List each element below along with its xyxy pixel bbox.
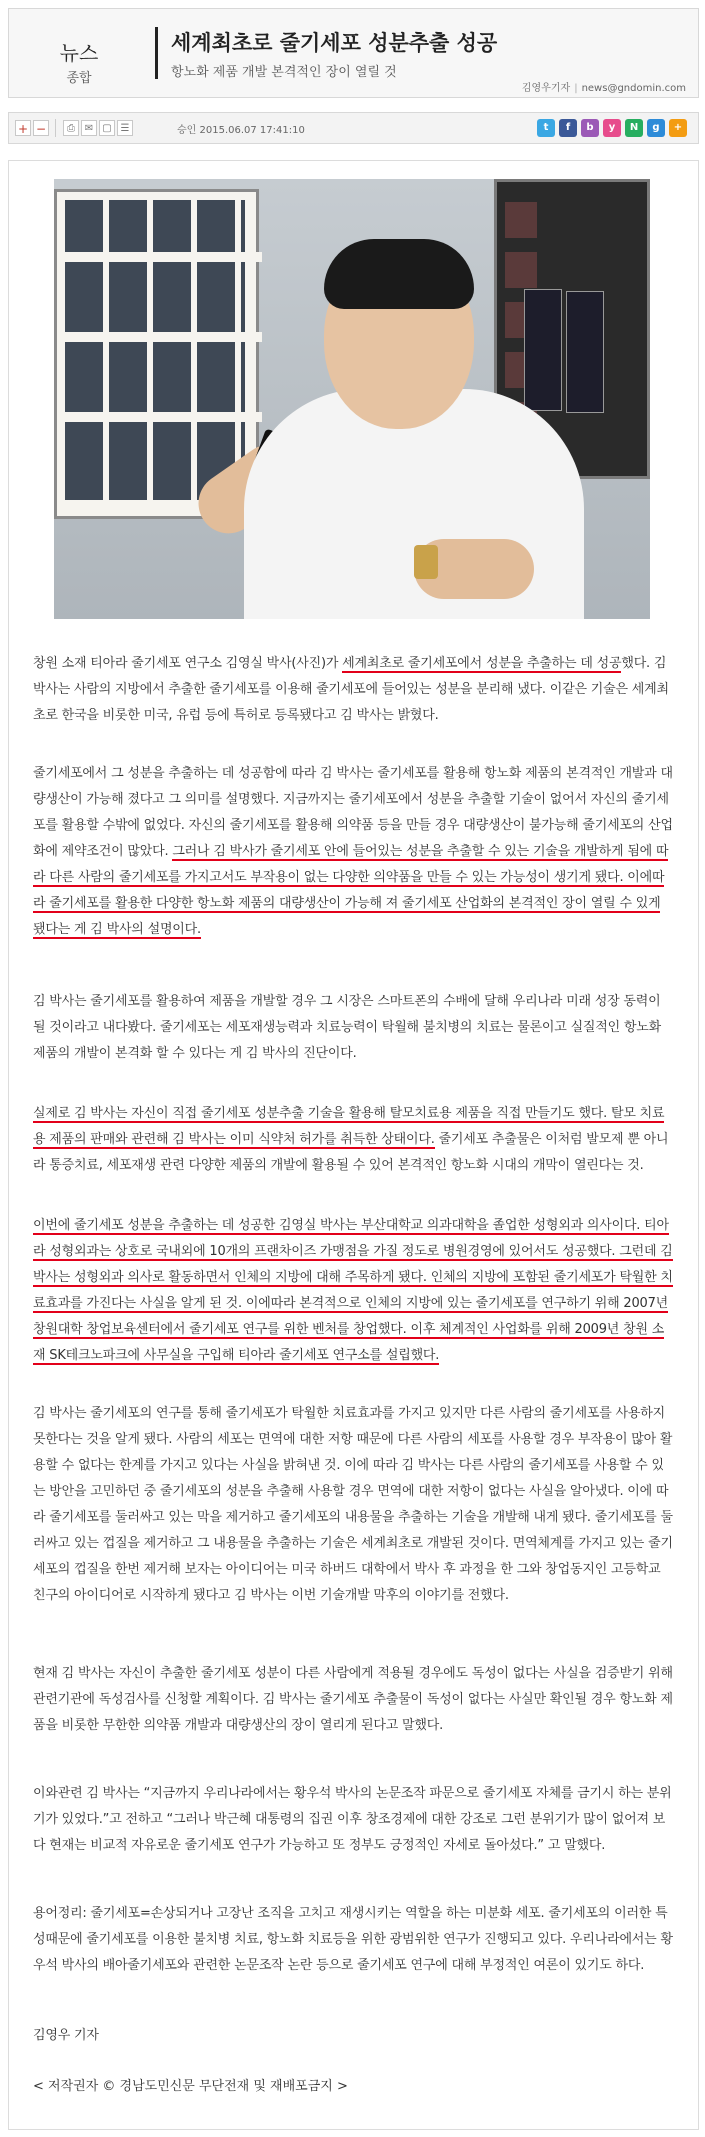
paragraph-7: 현재 김 박사는 자신이 추출한 줄기세포 성분이 다른 사람에게 적용될 경우에도 독성이 없다는 사실을 검증받기 위해 관련기관에 독성검사를 신청할 계획이다. 김 박사는 줄기세포 추출물이 독성이 없다는 사실만 확인될 경우 항노화 제품을 비롯한 무한한 의약품 개발과 대량생산의 장이 열리게 된다고 말했다. — [33, 1666, 673, 1733]
toolbar-divider — [55, 119, 56, 137]
facebook-icon[interactable]: f — [559, 119, 577, 137]
print-icon[interactable]: ⎙ — [63, 120, 79, 136]
copyright-notice: < 저작권자 © 경남도민신문 무단전재 및 재배포금지 > — [33, 2079, 348, 2094]
paragraph-1: 창원 소재 티아라 줄기세포 연구소 김영실 박사(사진)가 세계최초로 줄기세포에서 성분을 추출하는 데 성공했다. 김 박사는 사람의 지방에서 추출한 줄기세포를 이용해 줄기세포에 들어있는 성분을 분리해 냈다. 이같은 기술은 세계최초로 한국을 비롯한 미국, 유럽 등에 특허로 등록됐다고 김 박사는 밝혔다. — [33, 656, 669, 723]
highlighted-text: 세계최초로 줄기세포에서 성분을 추출하는 데 성공 — [342, 656, 622, 671]
twitter-icon[interactable]: t — [537, 119, 555, 137]
naver-icon[interactable]: N — [625, 119, 643, 137]
paragraph-5 — [33, 1213, 675, 1369]
yozm-icon[interactable]: y — [603, 119, 621, 137]
article-header — [8, 8, 699, 98]
article-toolbar — [8, 112, 699, 144]
paragraph-9: 용어정리: 줄기세포=손상되거나 고장난 조직을 고치고 재생시키는 역할을 하는 미분화 세포. 줄기세포의 이러한 특성때문에 줄기세포를 이용한 불치병 치료, 항노화 치료등을 위한 광범위한 연구가 진행되고 있다. 우리나라에서는 황우석 박사의 배아줄기세포와 관련한 논문조작 논란 등으로 줄기세포 연구에 대해 부정적인 여론이 있기도 하다. — [33, 1906, 673, 1973]
highlighted-text: 그러나 김 박사가 줄기세포 안에 들어있는 성분을 추출할 수 있는 기술을 개발하게 됨에 따라 다른 사람의 줄기세포를 가지고서도 부작용이 없는 다양한 의약품을 만들 수 있는 가능성이 생기게 됐다. 이에따라 줄기세포를 활용한 다양한 항노화 제품의 대량생산이 가능해 져 줄기세포 산업화의 본격적인 장이 열릴 수 있게 됐다는 게 김 박사의 설명이다. — [33, 844, 669, 937]
author-email[interactable]: news@gndomin.com — [581, 83, 686, 94]
byline: 김영우기자 | news@gndomin.com — [521, 83, 686, 94]
header-divider — [155, 27, 158, 79]
article-body — [8, 160, 699, 2130]
reporter-name: 김영우 기자 — [33, 2028, 99, 2043]
paragraph-2: 줄기세포에서 그 성분을 추출하는 데 성공함에 따라 김 박사는 줄기세포를 활용해 항노화 제품의 본격적인 개발과 대량생산이 가능해 졌다고 그 의미를 설명했다. 지금까지는 줄기세포에서 성분을 추출할 기술이 없어서 자신의 줄기세포를 활용할 수밖에 없었다. 자신의 줄기세포를 활용해 의약품 등을 만들 경우 대량생산이 불가능해 줄기세포의 산업화에 제약조건이 많았다. 그러나 김 박사가 줄기세포 안에 들어있는 성분을 추출할 수 있는 기술을 개발하게 됨에 따라 다른 사람의 줄기세포를 가지고서도 부작용이 없는 다양한 의약품을 만들 수 있는 가능성이 생기게 됐다. 이에따라 줄기세포를 활용한 다양한 항노화 제품의 대량생산이 가능해 져 줄기세포 산업화의 본격적인 장이 열릴 수 있게 됐다는 게 김 박사의 설명이다. — [33, 766, 673, 937]
scrap-icon[interactable]: ▢ — [99, 120, 115, 136]
section-label — [9, 9, 149, 97]
highlighted-text: 이번에 줄기세포 성분을 추출하는 데 성공한 김영실 박사는 부산대학교 의과대학을 졸업한 성형외과 의사이다. 티아라 성형외과는 상호로 국내외에 10개의 프랜차이즈 가맹점을 가질 정도로 병원경영에 있어서도 성공했다. 그런데 김 박사는 성형외과 의사로 활동하면서 인체의 지방에 대해 주목하게 됐다. 인체의 지방에 포함된 줄기세포가 탁월한 치료효과를 가진다는 사실을 알게 된 것. 이에따라 본격적으로 인체의 지방에 있는 줄기세포를 연구하기 위해 2007년 창원대학 창업보육센터에서 줄기세포 연구를 위한 벤처를 창업했다. 이후 체계적인 사업화를 위해 2009년 창원 소재 SK테크노파크에 사무실을 구입해 티아라 줄기세포 연구소를 설립했다. — [33, 1218, 673, 1363]
email-icon[interactable]: ✉ — [81, 120, 97, 136]
google-icon[interactable]: g — [647, 119, 665, 137]
list-icon[interactable]: ☰ — [117, 120, 133, 136]
author-name: 김영우기자 — [521, 83, 571, 94]
section-name: 뉴스 — [59, 41, 99, 65]
subsection-name: 종합 — [66, 71, 92, 86]
approval-date: 승인 2015.06.07 17:41:10 — [177, 125, 305, 136]
paragraph-3: 김 박사는 줄기세포를 활용하여 제품을 개발할 경우 그 시장은 스마트폰의 수배에 달해 우리나라 미래 성장 동력이 될 것이라고 내다봤다. 줄기세포는 세포재생능력과 치료능력이 탁월해 불치병의 치료는 물론이고 실질적인 항노화 제품의 개발이 본격화 할 수 있다는 게 김 박사의 진단이다. — [33, 994, 662, 1061]
blog-icon[interactable]: b — [581, 119, 599, 137]
paragraph-6: 김 박사는 줄기세포의 연구를 통해 줄기세포가 탁월한 치료효과를 가지고 있지만 다른 사람의 줄기세포를 사용하지 못한다는 것을 알게 됐다. 사람의 세포는 면역에 대한 저항 때문에 다른 사람의 세포를 사용할 경우 부작용이 많아 활용할 수 없다는 한계를 가지고 있다는 사실을 밝혀낸 것. 이에 따라 김 박사는 다른 사람의 줄기세포를 사용할 수 있는 방안을 고민하던 중 줄기세포의 성분을 추출해 사용할 경우 면역에 대한 저항이 없다는 사실을 알아냈다. 이에 따라 줄기세포를 둘러싸고 있는 막을 제거하고 줄기세포의 내용물을 추출하는 기술을 개발해 내게 됐다. 줄기세포를 둘러싸고 있는 껍질을 제거하고 그 내용물을 추출하는 기술은 세계최초로 개발된 것이다. 면역체계를 가지고 있는 줄기세포의 껍질을 한번 제거해 보자는 아이디어는 미국 하버드 대학에서 박사 후 과정을 한 그와 창업동지인 고등학교 친구의 아이디어로 시작하게 됐다고 김 박사는 이번 기술개발 막후의 이야기를 전했다. — [33, 1406, 673, 1603]
article-subtitle: 항노화 제품 개발 본격적인 장이 열릴 것 — [171, 65, 397, 80]
article-photo — [54, 179, 650, 619]
highlighted-text: 실제로 김 박사는 자신이 직접 줄기세포 성분추출 기술을 활용해 탈모치료용 제품을 직접 만들기도 했다. 탈모 치료용 제품의 판매와 관련해 김 박사는 이미 식약처 허가를 취득한 상태이다. — [33, 1106, 665, 1147]
font-increase-button[interactable]: + — [15, 120, 31, 136]
paragraph-4: 실제로 김 박사는 자신이 직접 줄기세포 성분추출 기술을 활용해 탈모치료용 제품을 직접 만들기도 했다. 탈모 치료용 제품의 판매와 관련해 김 박사는 이미 식약처 허가를 취득한 상태이다. 줄기세포 추출물은 이처럼 발모제 뿐 아니라 통증치료, 세포재생 관련 다양한 제품의 개발에 활용될 수 있어 본격적인 항노화 시대의 개막이 열린다는 것. — [33, 1106, 669, 1173]
paragraph-8: 이와관련 김 박사는 “지금까지 우리나라에서는 황우석 박사의 논문조작 파문으로 줄기세포 자체를 금기시 하는 분위기가 있었다.”고 전하고 “그러나 박근혜 대통령의 집권 이후 창조경제에 대한 강조로 그런 분위기가 많이 없어져 보다 현재는 비교적 자유로운 줄기세포 연구가 가능하고 또 정부도 긍정적인 자세로 돌아섰다.” 고 말했다. — [33, 1786, 672, 1853]
article-title: 세계최초로 줄기세포 성분추출 성공 — [171, 31, 498, 55]
font-decrease-button[interactable]: − — [33, 120, 49, 136]
share-icon[interactable]: + — [669, 119, 687, 137]
